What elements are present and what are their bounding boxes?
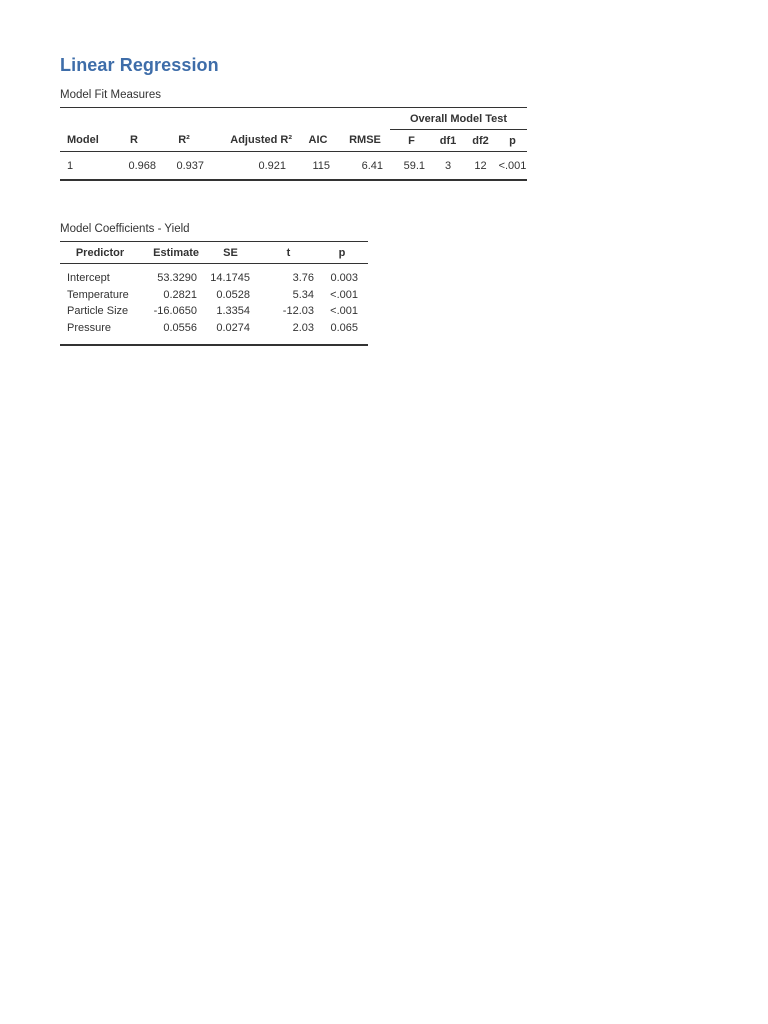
- cell-estimate: 0.2821: [163, 288, 197, 301]
- col-header-model: Model: [60, 130, 110, 152]
- col-header-df1: df1: [433, 130, 463, 152]
- cell-t: 2.03: [261, 320, 316, 346]
- col-header-rmse: RMSE: [340, 130, 390, 152]
- cell-t: -12.03: [282, 305, 314, 318]
- cell-estimate: 53.3290: [157, 272, 197, 285]
- table-row: [60, 320, 368, 346]
- cell-estimate: -16.0650: [153, 305, 197, 318]
- model-coefficients-table: [60, 241, 368, 346]
- col-header-p: p: [498, 130, 527, 152]
- overall-model-test-header: Overall Model Test: [390, 108, 527, 130]
- header-spacer: [60, 108, 390, 130]
- table-row: [60, 264, 368, 287]
- col-header-estimate: Estimate: [140, 242, 200, 264]
- model-fit-caption: Model Fit Measures: [60, 89, 161, 101]
- cell-predictor: Temperature: [67, 288, 129, 301]
- cell-model: 1: [60, 152, 110, 181]
- cell-r2: 0.937: [158, 152, 210, 181]
- cell-t: 5.34: [292, 288, 314, 301]
- table-row: [60, 287, 368, 304]
- model-fit-table: [60, 107, 527, 181]
- cell-se: 0.0274: [200, 320, 261, 346]
- cell-predictor: Pressure: [60, 320, 140, 346]
- cell-estimate: 0.0556: [140, 320, 200, 346]
- cell-adjusted-r2: 0.921: [210, 152, 296, 181]
- col-header-r2: R²: [158, 130, 210, 152]
- col-header-p: p: [316, 242, 368, 264]
- cell-rmse: 6.41: [340, 152, 390, 181]
- page-title: Linear Regression: [60, 55, 219, 75]
- cell-r: 0.968: [110, 152, 158, 181]
- col-header-adjusted-r2: Adjusted R²: [210, 130, 296, 152]
- coefficients-caption: Model Coefficients - Yield: [60, 223, 190, 235]
- cell-df1: 3: [433, 152, 463, 181]
- cell-t: 3.76: [292, 272, 314, 285]
- cell-p: 0.003: [330, 272, 358, 285]
- cell-p: <.001: [330, 305, 358, 318]
- cell-predictor: Particle Size: [67, 305, 129, 318]
- col-header-se: SE: [200, 242, 261, 264]
- cell-predictor: Intercept: [67, 272, 110, 285]
- col-header-df2: df2: [463, 130, 498, 152]
- cell-se: 14.1745: [210, 272, 250, 285]
- cell-se: 0.0528: [216, 288, 250, 301]
- cell-f: 59.1: [390, 152, 433, 181]
- cell-p: <.001: [498, 152, 527, 181]
- cell-se: 1.3354: [216, 305, 250, 318]
- col-header-r: R: [110, 130, 158, 152]
- cell-p: 0.065: [316, 320, 368, 346]
- table-row: [60, 303, 368, 320]
- col-header-predictor: Predictor: [60, 242, 140, 264]
- col-header-aic: AIC: [296, 130, 340, 152]
- cell-aic: 115: [296, 152, 340, 181]
- col-header-t: t: [261, 242, 316, 264]
- col-header-f: F: [390, 130, 433, 152]
- table-row: [60, 152, 527, 181]
- cell-p: <.001: [330, 288, 358, 301]
- cell-df2: 12: [463, 152, 498, 181]
